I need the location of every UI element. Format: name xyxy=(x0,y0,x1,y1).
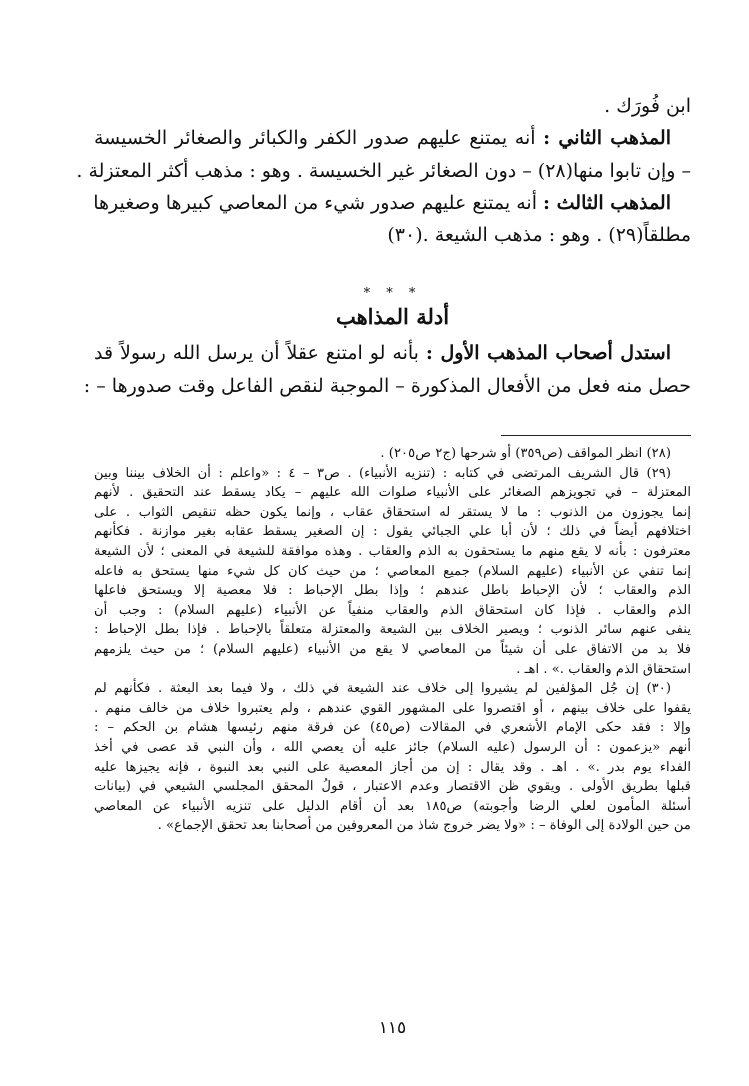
section-separator-stars: * * * xyxy=(363,286,422,301)
footnote-line: فلا بد من الاتفاق على أن شيئاً من المعاصي لا يقع من الأنبياء (عليهم السلام) ؛ من حيث يلزمهم xyxy=(94,642,691,657)
body-text: بأنه لو امتنع عقلاً أن يرسل الله رسولاً قد xyxy=(94,342,426,364)
body-line: ابن فُورَك . xyxy=(604,95,691,117)
footnote-line: أنهم «يزعمون : أن الرسول (عليه السلام) جائز عليه أن يعصي الله ، وأن النبي قد عصى في أخذ xyxy=(94,740,691,755)
footnote-line: معترفون : بأنه لا يقع منهم ما يستحقون به الذم والعقاب . وهذه موافقة للشيعة في المعنى ؛ لأن الشيعة xyxy=(94,544,691,559)
body-line xyxy=(94,124,691,152)
term-bold: المذهب الثالث : xyxy=(543,192,671,214)
footnote-line: (٢٨) انظر المواقف (ص٣٥٩) أو شرحها (ج٢ ص٢٠٥) . xyxy=(380,446,671,461)
footnote-line: ينفى عنهم سائر الذنوب ؛ ويصير الخلاف بين الشيعة والمعتزلة متعلقاً بالإحباط . فإذا بطل الإحباط : xyxy=(94,622,691,638)
footnote-line: يقفوا على خلاف بينهم ، أو اقتصروا على المشهور القوي عندهم ، ولم يعتبروا خلاف من خالف منهم . xyxy=(94,700,691,716)
footnote-line: الفداء يوم بدر .» . اهـ . وقد يقال : إن من أجاز المعصية على النبي بعد النبوة ، فإنه يجيزها عليه xyxy=(94,759,691,775)
body-text: أنه يمتنع عليهم صدور شيء من المعاصي كبيرها وصغيرها xyxy=(93,192,544,214)
body-line: حصل منه فعل من الأفعال المذكورة – الموجبة لنقص الفاعل وقت صدورها – : xyxy=(83,375,691,397)
footnote-separator xyxy=(501,435,691,436)
footnote-line: الذم والعقاب ؛ لأن الإحباط باطل عندهم ؛ وإذا بطل الإحباط : فلا معصية إلا ويستحق فاعلها xyxy=(94,583,691,599)
term-bold: استدل أصحاب المذهب الأول : xyxy=(425,342,671,364)
page-number: ١١٥ xyxy=(378,1018,407,1038)
footnote-line: (٢٩) قال الشريف المرتضى في كتابه : (تنزيه الأنبياء) . ص٣ – ٤ : «واعلم : أن الخلاف بيننا وبين xyxy=(94,465,672,481)
footnote-line: المعتزلة – في تجويزهم الصغائر على الأنبياء صلوات الله عليهم – يكاد يسقط عند التحقيق . لأنهم xyxy=(94,485,691,501)
body-line: مطلقاً(٢٩) . وهو : مذهب الشيعة .(٣٠) xyxy=(387,224,691,246)
footnote-line: قبلها بطريق الأولى . ويقوي ظن الاقتصار وعدم الاعتبار ، قولُ المحقق المجلسي الشيعي في (بيانات xyxy=(94,779,691,795)
term-bold: المذهب الثاني : xyxy=(543,127,671,149)
footnote-line: استحقاق الذم والعقاب .» . اهـ . xyxy=(516,661,691,677)
body-text: أنه يمتنع عليهم صدور الكفر والكبائر والصغائر الخسيسة xyxy=(94,127,544,149)
footnote-line: (٣٠) إن جُل المؤلفين لم يشيروا إلى خلاف عند الشيعة في ذلك ، ولا فيما بعد البعثة . فكأنهم لم xyxy=(94,681,671,697)
body-line xyxy=(94,339,691,367)
footnote-line: وإلا : فقد حكى الإمام الأشعري في المقالات (ص٤٥) عن فرقة منهم رئيسها هشام بن الحكم – : xyxy=(94,720,691,736)
body-line xyxy=(94,189,691,217)
section-heading: أدلة المذاهب xyxy=(335,304,450,329)
footnote-line: إنما تنفي عن الأنبياء (عليهم السلام) جميع المعاصي ؛ من حيث كان كل شيء منها يستحق به فاعله xyxy=(94,563,691,579)
footnote-line: اختلافهم أيضاً في ذلك ؛ لأن أبا علي الجبائي يقول : إن الصغير يسقط عقابه بغير موازنة . فكأنهم xyxy=(94,524,691,540)
footnote-line: من حين الولادة إلى الوفاة – : «ولا يضر خروج شاذ من المعروفين من أصحابنا بعد تحقق الإجماع» . xyxy=(157,818,691,834)
body-line: – وإن تابوا منها(٢٨) – دون الصغائر غير الخسيسة . وهو : مذهب أكثر المعتزلة . xyxy=(76,160,691,182)
footnote-line: الذم والعقاب . فإذا كان استحقاق الذم والعقاب منفياً عن الأنبياء (عليهم السلام) : وجب أن xyxy=(94,602,691,618)
footnote-line: أسئلة المأمون لعلي الرضا وأجوبته) ص١٨٥ بعد أن أقام الدليل على تنزيه الأنبياء عن المعاصي xyxy=(94,798,691,814)
footnote-line: إنما يجوزون من الذنوب : ما لا يستقر له استحقاق عقاب ، وإنما يكون حظه تنقيص الثواب . على xyxy=(94,504,691,520)
